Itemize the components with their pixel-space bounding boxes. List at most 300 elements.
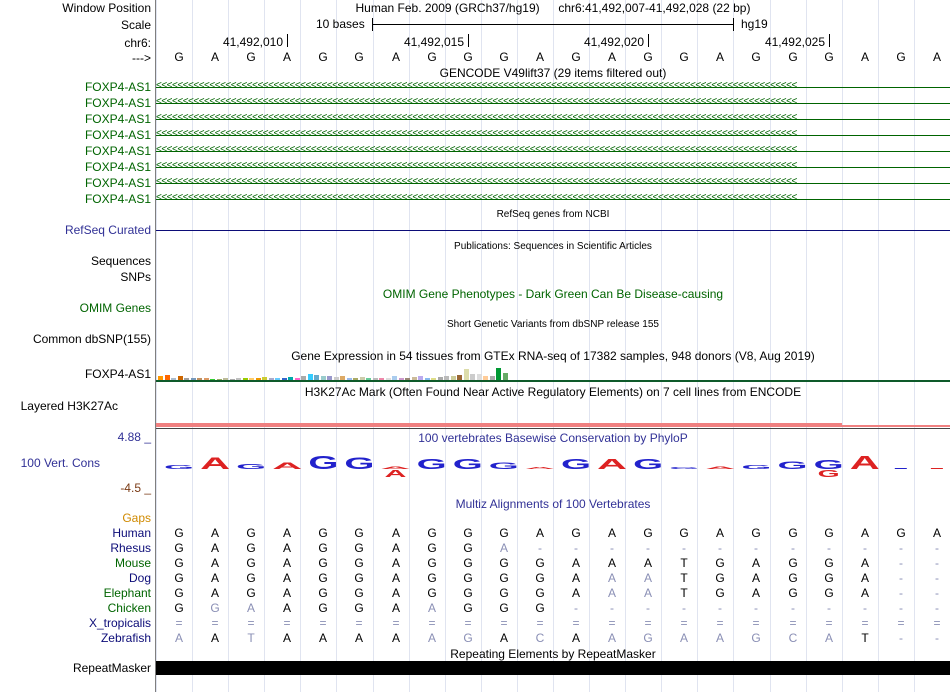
strand-arrows: <<<<<<<<<<<<<<<<<<<<<<<<<<<<<<<<<<<<<<<<<<<<<<<<<<<<<<<<<<<<<<<<<<<<<<<<<<<<<<<<<<<<<<<<<<<<<<<<<<<<<<<<<<<<<<<<<<<<<<<< bbox=[156, 176, 797, 187]
coordinate-tick bbox=[648, 34, 649, 47]
reference-base: G bbox=[354, 50, 364, 64]
alignment-base: A bbox=[860, 556, 869, 570]
alignment-base: G bbox=[246, 556, 256, 570]
alignment-base: G bbox=[824, 526, 834, 540]
phylop-letter: G bbox=[777, 460, 808, 472]
alignment-base: - bbox=[899, 556, 903, 570]
alignment-base: = bbox=[716, 616, 724, 630]
reference-base: G bbox=[174, 50, 184, 64]
alignment-base: G bbox=[643, 526, 653, 540]
phylop-title: 100 vertebrates Basewise Conservation by PhyloP bbox=[418, 431, 688, 445]
track-area[interactable] bbox=[156, 0, 950, 692]
phylop-letter: G bbox=[452, 456, 483, 473]
alignment-base: A bbox=[282, 631, 291, 645]
gaps-label: Gaps bbox=[122, 511, 151, 525]
alignment-base: G bbox=[354, 601, 364, 615]
coordinate-tick bbox=[287, 34, 288, 47]
repeatmasker-bar[interactable] bbox=[156, 661, 950, 675]
alignment-base: A bbox=[607, 526, 616, 540]
strand-arrows: <<<<<<<<<<<<<<<<<<<<<<<<<<<<<<<<<<<<<<<<<<<<<<<<<<<<<<<<<<<<<<<<<<<<<<<<<<<<<<<<<<<<<<<<<<<<<<<<<<<<<<<<<<<<<<<<<<<<<<<< bbox=[156, 112, 797, 123]
coordinate-tick bbox=[468, 34, 469, 47]
gencode-transcript[interactable] bbox=[156, 160, 950, 174]
alignment-base: G bbox=[715, 571, 725, 585]
alignment-base: A bbox=[860, 571, 869, 585]
h3k27ac-signal[interactable] bbox=[156, 423, 842, 427]
alignment-base: G bbox=[715, 556, 725, 570]
alignment-base: G bbox=[788, 556, 798, 570]
species-label[interactable]: Elephant bbox=[103, 586, 151, 600]
phylop-negative-letter: G bbox=[817, 469, 841, 479]
alignment-base: = bbox=[355, 616, 363, 630]
alignment-base: A bbox=[643, 556, 652, 570]
coordinate-label: 41,492,025 bbox=[764, 35, 825, 49]
alignment-base: A bbox=[860, 526, 869, 540]
reference-base: G bbox=[679, 50, 689, 64]
alignment-base: C bbox=[788, 631, 798, 645]
scale-bar bbox=[373, 24, 733, 25]
alignment-base: - bbox=[935, 601, 939, 615]
alignment-base: = bbox=[392, 616, 400, 630]
alignment-base: A bbox=[282, 586, 291, 600]
alignment-base: = bbox=[500, 616, 508, 630]
omim-label[interactable]: OMIM Genes bbox=[79, 301, 151, 315]
publications-snps-label[interactable]: SNPs bbox=[120, 270, 151, 284]
phylop-letter: G bbox=[813, 458, 844, 473]
reference-base: G bbox=[246, 50, 256, 64]
alignment-base: - bbox=[754, 541, 758, 555]
alignment-base: = bbox=[319, 616, 327, 630]
alignment-base: G bbox=[751, 631, 761, 645]
alignment-base: A bbox=[246, 601, 255, 615]
phylop-min-label: -4.5 _ bbox=[120, 481, 151, 495]
assembly-name: Human Feb. 2009 (GRCh37/hg19) bbox=[355, 1, 540, 15]
alignment-base: = bbox=[283, 616, 291, 630]
gencode-transcript[interactable] bbox=[156, 128, 950, 142]
alignment-base: A bbox=[210, 586, 219, 600]
reference-base: A bbox=[210, 50, 219, 64]
alignment-base: - bbox=[935, 586, 939, 600]
coordinate-tick bbox=[829, 34, 830, 47]
alignment-base: G bbox=[174, 541, 184, 555]
alignment-base: G bbox=[318, 556, 328, 570]
alignment-base: G bbox=[499, 556, 509, 570]
alignment-base: A bbox=[210, 571, 219, 585]
reference-base: A bbox=[860, 50, 869, 64]
gencode-transcript[interactable] bbox=[156, 176, 950, 190]
phylop-dash bbox=[895, 468, 907, 469]
phylop-letter: G bbox=[236, 462, 267, 471]
alignment-base: A bbox=[571, 571, 580, 585]
alignment-base: = bbox=[464, 616, 472, 630]
alignment-base: - bbox=[863, 601, 867, 615]
alignment-base: - bbox=[538, 541, 542, 555]
alignment-base: A bbox=[643, 586, 652, 600]
species-label[interactable]: Rhesus bbox=[110, 541, 151, 555]
phylop-letter: A bbox=[705, 465, 738, 470]
gencode-item-label[interactable]: FOXP4-AS1 bbox=[84, 160, 151, 174]
alignment-base: G bbox=[174, 586, 184, 600]
alignment-base: A bbox=[715, 631, 724, 645]
gencode-item-label[interactable]: FOXP4-AS1 bbox=[84, 176, 151, 190]
alignment-base: - bbox=[791, 541, 795, 555]
gencode-item-label[interactable]: FOXP4-AS1 bbox=[84, 144, 151, 158]
alignment-base: G bbox=[788, 526, 798, 540]
alignment-base: G bbox=[318, 571, 328, 585]
gtex-tissue-bar[interactable] bbox=[496, 368, 501, 380]
alignment-base: G bbox=[463, 541, 473, 555]
refseq-label[interactable]: RefSeq Curated bbox=[64, 223, 151, 237]
alignment-base: A bbox=[607, 571, 616, 585]
alignment-base: G bbox=[174, 601, 184, 615]
scale-label: Scale bbox=[120, 18, 151, 32]
alignment-base: G bbox=[354, 526, 364, 540]
species-label[interactable]: Zebrafish bbox=[100, 631, 151, 645]
omim-title: OMIM Gene Phenotypes - Dark Green Can Be Disease-causing bbox=[382, 287, 724, 301]
phylop-letter: G bbox=[308, 453, 339, 473]
coordinate-label: 41,492,020 bbox=[583, 35, 644, 49]
strand-arrows: <<<<<<<<<<<<<<<<<<<<<<<<<<<<<<<<<<<<<<<<<<<<<<<<<<<<<<<<<<<<<<<<<<<<<<<<<<<<<<<<<<<<<<<<<<<<<<<<<<<<<<<<<<<<<<<<<<<<<<<< bbox=[156, 128, 797, 139]
alignment-base: = bbox=[861, 616, 869, 630]
alignment-base: - bbox=[718, 541, 722, 555]
reference-base: G bbox=[751, 50, 761, 64]
alignment-base: G bbox=[354, 586, 364, 600]
scale-db: hg19 bbox=[741, 17, 768, 31]
alignment-base: A bbox=[751, 571, 760, 585]
alignment-base: G bbox=[174, 571, 184, 585]
alignment-base: G bbox=[751, 526, 761, 540]
species-label[interactable]: Mouse bbox=[114, 556, 151, 570]
alignment-base: G bbox=[571, 526, 581, 540]
alignment-base: A bbox=[571, 586, 580, 600]
reference-base: A bbox=[715, 50, 724, 64]
alignment-base: G bbox=[318, 541, 328, 555]
alignment-base: G bbox=[679, 526, 689, 540]
alignment-base: = bbox=[572, 616, 580, 630]
gtex-bar-chart[interactable] bbox=[156, 366, 516, 380]
gencode-item-label[interactable]: FOXP4-AS1 bbox=[84, 112, 151, 126]
phylop-letter: A bbox=[200, 454, 231, 473]
alignment-base: - bbox=[574, 601, 578, 615]
alignment-base: G bbox=[715, 586, 725, 600]
window-position-label: Window Position bbox=[62, 1, 151, 15]
alignment-base: A bbox=[282, 601, 291, 615]
alignment-base: - bbox=[899, 541, 903, 555]
alignment-base: A bbox=[499, 631, 508, 645]
refseq-line[interactable] bbox=[156, 230, 950, 231]
alignment-base: T bbox=[680, 571, 688, 585]
h3k27ac-title: H3K27Ac Mark (Often Found Near Active Regulatory Elements) on 7 cell lines from ENCODE bbox=[304, 385, 802, 399]
phylop-letter: G bbox=[741, 464, 772, 471]
phylop-letter: G bbox=[633, 456, 664, 473]
reference-base: A bbox=[282, 50, 291, 64]
alignment-base: - bbox=[899, 601, 903, 615]
reference-base: A bbox=[932, 50, 941, 64]
phylop-letter: A bbox=[524, 466, 555, 470]
alignment-base: G bbox=[535, 601, 545, 615]
alignment-base: G bbox=[354, 556, 364, 570]
gencode-transcript[interactable] bbox=[156, 96, 950, 110]
refseq-title: RefSeq genes from NCBI bbox=[496, 209, 610, 220]
strand-arrows: <<<<<<<<<<<<<<<<<<<<<<<<<<<<<<<<<<<<<<<<<<<<<<<<<<<<<<<<<<<<<<<<<<<<<<<<<<<<<<<<<<<<<<<<<<<<<<<<<<<<<<<<<<<<<<<<<<<<<<<< bbox=[156, 96, 797, 107]
alignment-base: - bbox=[899, 631, 903, 645]
alignment-base: A bbox=[282, 556, 291, 570]
alignment-base: = bbox=[752, 616, 760, 630]
alignment-base: G bbox=[318, 601, 328, 615]
alignment-base: A bbox=[535, 526, 544, 540]
alignment-base: = bbox=[897, 616, 905, 630]
alignment-base: G bbox=[463, 556, 473, 570]
alignment-base: G bbox=[499, 601, 509, 615]
alignment-base: G bbox=[246, 586, 256, 600]
alignment-base: G bbox=[788, 586, 798, 600]
gencode-transcript[interactable] bbox=[156, 80, 950, 94]
alignment-base: - bbox=[827, 601, 831, 615]
alignment-base: A bbox=[354, 631, 363, 645]
alignment-base: G bbox=[499, 571, 509, 585]
alignment-base: = bbox=[789, 616, 797, 630]
species-label[interactable]: Dog bbox=[128, 571, 151, 585]
alignment-base: A bbox=[607, 556, 616, 570]
window-position bbox=[156, 1, 950, 15]
reference-base: G bbox=[318, 50, 328, 64]
repeatmasker-title: Repeating Elements by RepeatMasker bbox=[450, 647, 656, 661]
alignment-base: - bbox=[646, 601, 650, 615]
alignment-base: G bbox=[824, 586, 834, 600]
alignment-base: A bbox=[932, 526, 941, 540]
alignment-base: A bbox=[391, 631, 400, 645]
alignment-base: T bbox=[680, 556, 688, 570]
species-label[interactable]: Human bbox=[112, 526, 151, 540]
alignment-base: A bbox=[210, 526, 219, 540]
publications-sequences-label[interactable]: Sequences bbox=[90, 254, 151, 268]
gencode-transcript[interactable] bbox=[156, 112, 950, 126]
gencode-item-label[interactable]: FOXP4-AS1 bbox=[84, 192, 151, 206]
alignment-base: - bbox=[574, 541, 578, 555]
alignment-base: A bbox=[499, 541, 508, 555]
repeatmasker-label[interactable]: RepeatMasker bbox=[72, 661, 151, 675]
alignment-base: - bbox=[899, 586, 903, 600]
alignment-base: A bbox=[607, 586, 616, 600]
reference-base: G bbox=[427, 50, 437, 64]
alignment-base: T bbox=[861, 631, 869, 645]
dbsnp-title: Short Genetic Variants from dbSNP release 155 bbox=[447, 319, 659, 330]
gtex-baseline bbox=[156, 380, 950, 382]
alignment-base: A bbox=[282, 541, 291, 555]
alignment-base: - bbox=[863, 541, 867, 555]
alignment-base: - bbox=[935, 541, 939, 555]
alignment-base: A bbox=[427, 601, 436, 615]
alignment-base: - bbox=[899, 571, 903, 585]
alignment-base: A bbox=[391, 586, 400, 600]
alignment-base: A bbox=[282, 571, 291, 585]
alignment-base: G bbox=[246, 541, 256, 555]
phylop-letter: G bbox=[416, 456, 447, 473]
alignment-base: G bbox=[824, 571, 834, 585]
scale-bar-right-tick bbox=[733, 18, 734, 31]
phylop-letter: A bbox=[380, 465, 413, 470]
gtex-tissue-bar[interactable] bbox=[503, 373, 508, 380]
reference-base: A bbox=[535, 50, 544, 64]
alignment-base: A bbox=[282, 526, 291, 540]
gencode-item-label[interactable]: FOXP4-AS1 bbox=[84, 96, 151, 110]
phylop-max-label: 4.88 _ bbox=[117, 430, 151, 444]
alignment-base: = bbox=[680, 616, 688, 630]
alignment-base: G bbox=[174, 556, 184, 570]
dbsnp-label[interactable]: Common dbSNP(155) bbox=[32, 332, 151, 346]
alignment-base: G bbox=[535, 586, 545, 600]
phylop-letter: A bbox=[849, 453, 880, 473]
alignment-base: G bbox=[318, 586, 328, 600]
alignment-base: A bbox=[571, 556, 580, 570]
alignment-base: G bbox=[463, 601, 473, 615]
alignment-base: G bbox=[824, 556, 834, 570]
alignment-base: G bbox=[463, 526, 473, 540]
gtex-tissue-bar[interactable] bbox=[464, 369, 469, 380]
alignment-base: G bbox=[788, 571, 798, 585]
alignment-base: A bbox=[210, 541, 219, 555]
alignment-base: - bbox=[682, 541, 686, 555]
alignment-base: A bbox=[643, 571, 652, 585]
species-label[interactable]: X_tropicalis bbox=[88, 616, 151, 630]
alignment-base: G bbox=[246, 526, 256, 540]
alignment-base: G bbox=[427, 556, 437, 570]
alignment-base: G bbox=[499, 526, 509, 540]
gencode-transcript[interactable] bbox=[156, 144, 950, 158]
alignment-base: G bbox=[354, 571, 364, 585]
alignment-base: A bbox=[571, 631, 580, 645]
alignment-base: G bbox=[427, 541, 437, 555]
phylop-letter: G bbox=[669, 466, 700, 470]
alignment-base: G bbox=[499, 586, 509, 600]
coordinate-label: 41,492,010 bbox=[222, 35, 283, 49]
alignment-base: G bbox=[354, 541, 364, 555]
alignment-base: A bbox=[391, 526, 400, 540]
strand-arrows: <<<<<<<<<<<<<<<<<<<<<<<<<<<<<<<<<<<<<<<<<<<<<<<<<<<<<<<<<<<<<<<<<<<<<<<<<<<<<<<<<<<<<<<<<<<<<<<<<<<<<<<<<<<<<<<<<<<<<<<< bbox=[156, 80, 797, 91]
alignment-base: - bbox=[610, 541, 614, 555]
alignment-base: G bbox=[463, 571, 473, 585]
alignment-base: G bbox=[643, 631, 653, 645]
alignment-base: G bbox=[318, 526, 328, 540]
alignment-base: G bbox=[463, 586, 473, 600]
position-text: chr6:41,492,007-41,492,028 (22 bp) bbox=[558, 1, 751, 15]
alignment-base: = bbox=[933, 616, 941, 630]
alignment-base: G bbox=[535, 571, 545, 585]
h3k27ac-signal-tail[interactable] bbox=[842, 425, 950, 427]
phylop-letter: G bbox=[488, 461, 519, 472]
phylop-label[interactable]: 100 Vert. Cons bbox=[20, 456, 100, 470]
gencode-transcript[interactable] bbox=[156, 192, 950, 206]
alignment-base: A bbox=[391, 541, 400, 555]
phylop-negative-letter: A bbox=[384, 469, 407, 479]
phylop-letter: G bbox=[344, 454, 375, 473]
chrom-label: chr6: bbox=[124, 36, 151, 50]
alignment-base: A bbox=[391, 556, 400, 570]
alignment-base: = bbox=[825, 616, 833, 630]
strand-label: ---> bbox=[132, 51, 151, 65]
species-label[interactable]: Chicken bbox=[107, 601, 151, 615]
scale-bar-left-tick bbox=[372, 18, 373, 31]
gencode-item-label[interactable]: FOXP4-AS1 bbox=[84, 128, 151, 142]
alignment-base: A bbox=[607, 631, 616, 645]
gencode-title: GENCODE V49lift37 (29 items filtered out) bbox=[439, 66, 667, 80]
strand-arrows: <<<<<<<<<<<<<<<<<<<<<<<<<<<<<<<<<<<<<<<<<<<<<<<<<<<<<<<<<<<<<<<<<<<<<<<<<<<<<<<<<<<<<<<<<<<<<<<<<<<<<<<<<<<<<<<<<<<<<<<< bbox=[156, 144, 797, 155]
alignment-base: - bbox=[610, 601, 614, 615]
alignment-base: G bbox=[896, 526, 906, 540]
alignment-base: = bbox=[428, 616, 436, 630]
alignment-base: G bbox=[427, 586, 437, 600]
alignment-base: A bbox=[210, 631, 219, 645]
reference-base: G bbox=[824, 50, 834, 64]
alignment-base: A bbox=[751, 556, 760, 570]
alignment-base: A bbox=[860, 586, 869, 600]
phylop-letter: A bbox=[597, 456, 628, 473]
track-labels-column bbox=[0, 0, 155, 692]
alignment-base: A bbox=[174, 631, 183, 645]
phylop-letter: A bbox=[272, 461, 303, 472]
alignment-base: = bbox=[536, 616, 544, 630]
alignment-base: G bbox=[174, 526, 184, 540]
alignment-base: G bbox=[210, 601, 220, 615]
gencode-item-label[interactable]: FOXP4-AS1 bbox=[84, 80, 151, 94]
alignment-base: - bbox=[827, 541, 831, 555]
alignment-base: G bbox=[427, 526, 437, 540]
reference-base: G bbox=[499, 50, 509, 64]
reference-base: G bbox=[643, 50, 653, 64]
phylop-logo[interactable] bbox=[156, 449, 950, 479]
alignment-base: G bbox=[535, 556, 545, 570]
alignment-base: = bbox=[644, 616, 652, 630]
alignment-base: - bbox=[682, 601, 686, 615]
alignment-base: - bbox=[935, 556, 939, 570]
alignment-base: C bbox=[535, 631, 545, 645]
reference-base: G bbox=[463, 50, 473, 64]
alignment-base: T bbox=[680, 586, 688, 600]
publications-title: Publications: Sequences in Scientific Articles bbox=[454, 241, 652, 252]
multiz-title: Multiz Alignments of 100 Vertebrates bbox=[455, 497, 651, 511]
reference-base: G bbox=[571, 50, 581, 64]
alignment-base: - bbox=[935, 631, 939, 645]
alignment-base: A bbox=[427, 631, 436, 645]
alignment-base: G bbox=[427, 571, 437, 585]
alignment-base: A bbox=[210, 556, 219, 570]
alignment-base: A bbox=[318, 631, 327, 645]
alignment-base: = bbox=[247, 616, 255, 630]
reference-base: A bbox=[607, 50, 616, 64]
alignment-base: A bbox=[391, 571, 400, 585]
alignment-base: = bbox=[211, 616, 219, 630]
phylop-letter: G bbox=[164, 464, 194, 471]
alignment-base: A bbox=[715, 526, 724, 540]
reference-base: G bbox=[896, 50, 906, 64]
alignment-base: A bbox=[824, 631, 833, 645]
h3k27ac-baseline bbox=[156, 428, 950, 429]
reference-base: G bbox=[788, 50, 798, 64]
alignment-base: G bbox=[463, 631, 473, 645]
phylop-dash bbox=[931, 468, 943, 469]
alignment-base: A bbox=[679, 631, 688, 645]
alignment-base: G bbox=[246, 571, 256, 585]
strand-arrows: <<<<<<<<<<<<<<<<<<<<<<<<<<<<<<<<<<<<<<<<<<<<<<<<<<<<<<<<<<<<<<<<<<<<<<<<<<<<<<<<<<<<<<<<<<<<<<<<<<<<<<<<<<<<<<<<<<<<<<<< bbox=[156, 160, 797, 171]
h3k27ac-label[interactable]: Layered H3K27Ac bbox=[20, 399, 118, 413]
gtex-title: Gene Expression in 54 tissues from GTEx RNA-seq of 17382 samples, 948 donors (V8, Aug 2019) bbox=[291, 349, 815, 363]
alignment-base: = bbox=[608, 616, 616, 630]
alignment-base: = bbox=[175, 616, 183, 630]
alignment-base: A bbox=[751, 586, 760, 600]
alignment-base: A bbox=[391, 601, 400, 615]
reference-base: A bbox=[391, 50, 400, 64]
alignment-base: - bbox=[754, 601, 758, 615]
gtex-gene-label[interactable]: FOXP4-AS1 bbox=[84, 367, 151, 381]
